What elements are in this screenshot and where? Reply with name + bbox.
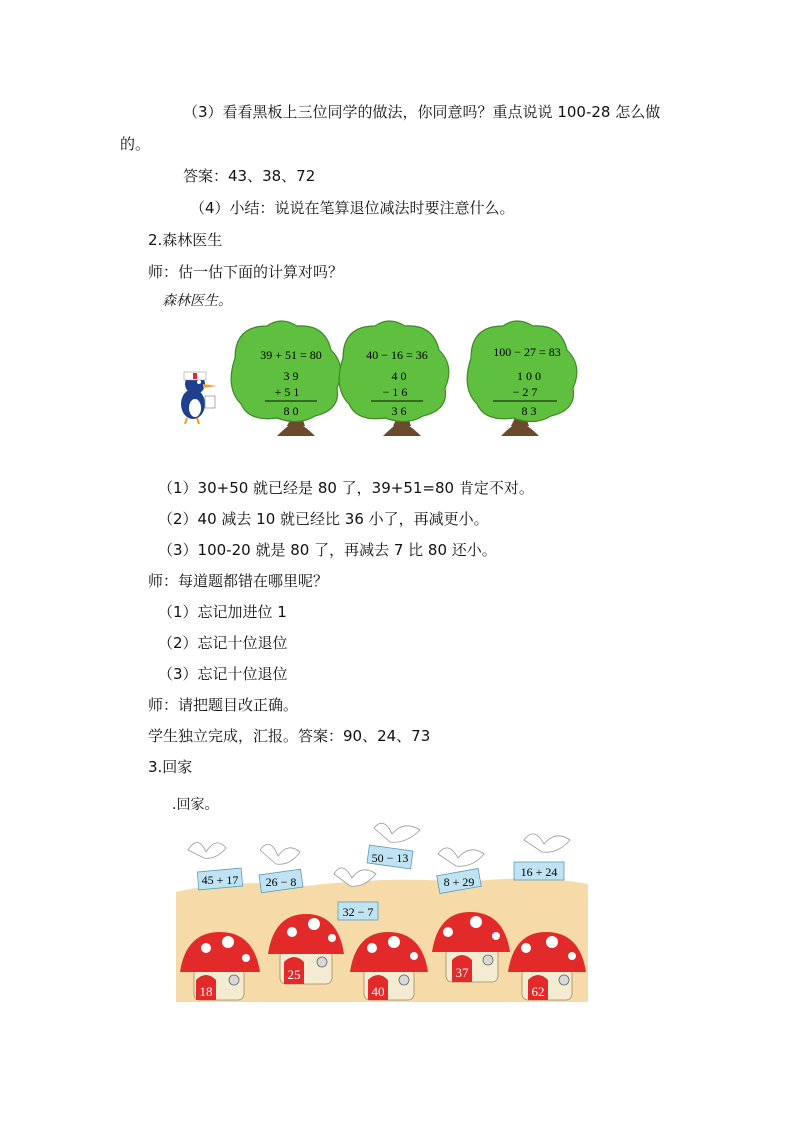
tree-2-equation: 40 − 16 = 36 [366, 348, 428, 362]
tree-1-result: 8 0 [283, 404, 299, 418]
go-home-figure [176, 820, 588, 1002]
go-home-caption: .回家。 [172, 797, 219, 813]
tree-1-top: 3 9 [283, 369, 299, 383]
forest-doctor-caption: 森林医生。 [162, 293, 232, 309]
tree-3-top: 1 0 0 [517, 369, 541, 383]
tree-1-op: + 5 1 [274, 385, 300, 399]
woodpecker-doctor-icon [181, 372, 217, 424]
tree-1-equation: 39 + 51 = 80 [260, 348, 322, 362]
estimate-2: （2）40 减去 10 就已经比 36 小了，再减更小。 [158, 510, 489, 528]
tree-3-op: − 2 7 [512, 385, 538, 399]
mushroom-2-number: 25 [287, 967, 301, 982]
tree-2-op: − 1 6 [382, 385, 408, 399]
section2-heading: 2.森林医生 [148, 231, 223, 249]
tree-3-equation: 100 − 27 = 83 [493, 345, 561, 359]
bird-1-sign: 45 + 17 [201, 873, 239, 887]
tree-2-top: 4 0 [391, 369, 407, 383]
teacher-question-2: 师：每道题都错在哪里呢？ [148, 572, 329, 590]
bird-2-sign: 26 − 8 [265, 875, 297, 889]
question-4: （4）小结：说说在笔算退位减法时要注意什么。 [190, 199, 515, 217]
bird-4-sign: 32 − 7 [342, 905, 374, 919]
error-3: （3）忘记十位退位 [158, 665, 288, 683]
teacher-question-1: 师：估一估下面的计算对吗？ [148, 263, 344, 281]
question-3-line1: （3）看看黑板上三位同学的做法，你同意吗？重点说说 100-28 怎么做 [183, 103, 661, 121]
section3-heading: 3.回家 [148, 758, 193, 776]
mushroom-5-number: 62 [531, 984, 545, 999]
answer-line: 答案：43、38、72 [183, 167, 316, 185]
mushroom-1-number: 18 [199, 984, 213, 999]
bird-5-sign: 8 + 29 [443, 875, 475, 889]
tree-3-result: 8 3 [521, 404, 537, 418]
estimate-1: （1）30+50 就已经是 80 了，39+51=80 肯定不对。 [158, 479, 534, 497]
teacher-question-3: 师：请把题目改正确。 [148, 696, 299, 714]
estimate-3: （3）100-20 就是 80 了，再减去 7 比 80 还小。 [158, 541, 497, 559]
error-1: （1）忘记加进位 1 [158, 603, 287, 621]
bird-6-sign: 16 + 24 [520, 865, 558, 879]
mushroom-4-number: 37 [455, 965, 469, 980]
forest-doctor-figure [165, 318, 605, 448]
mushroom-3-number: 40 [371, 984, 385, 999]
error-2: （2）忘记十位退位 [158, 634, 288, 652]
bird-3-sign: 50 − 13 [371, 851, 409, 865]
tree-2-result: 3 6 [391, 404, 407, 418]
student-answer: 学生独立完成，汇报。答案：90、24、73 [148, 727, 431, 745]
question-3-line2: 的。 [120, 135, 151, 153]
